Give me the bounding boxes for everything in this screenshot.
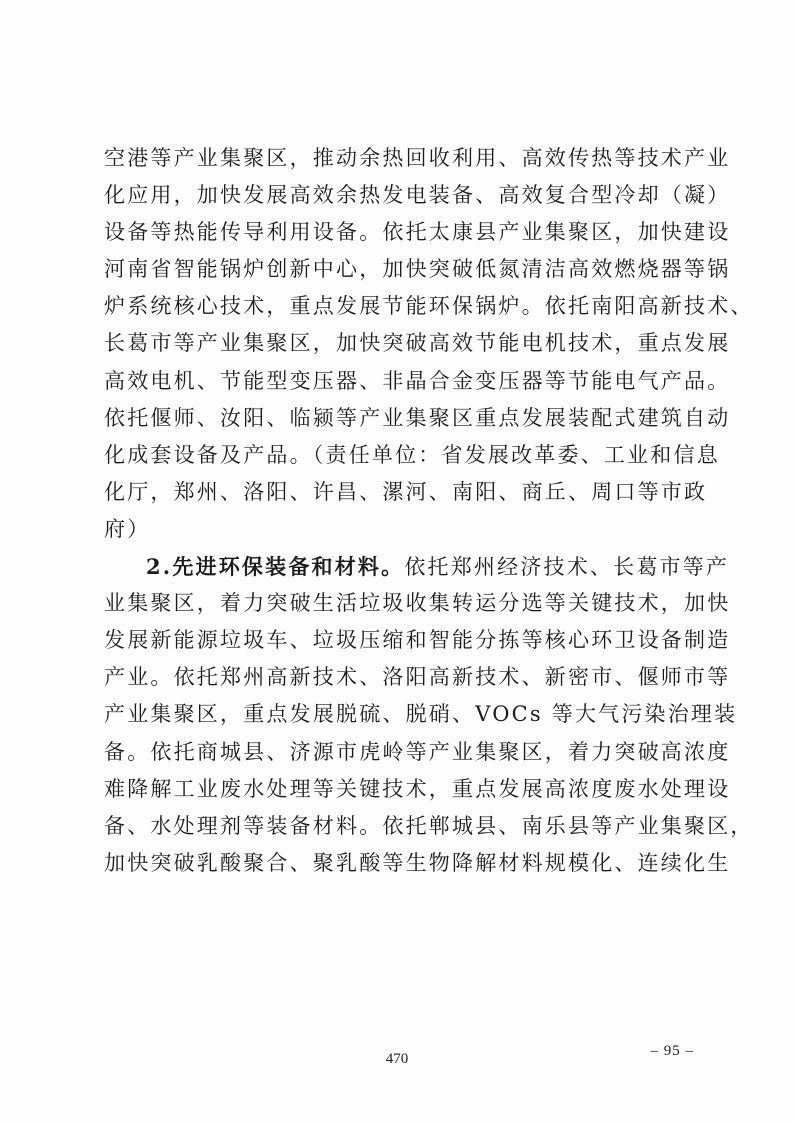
paragraph-line: 依托偃师、汝阳、临颍等产业集聚区重点发展装配式建筑自动 [104,405,731,430]
body-text [104,140,754,882]
paragraph-line: 备。依托商城县、济源市虎岭等产业集聚区，着力突破高浓度 [104,739,731,764]
page-number: – 95 – [650,1043,694,1059]
paragraph-line: 空港等产业集聚区，推动余热回收利用、高效传热等技术产业 [104,146,731,170]
paragraph-line: 产业。依托郑州高新技术、洛阳高新技术、新密市、偃师市等 [104,665,731,690]
paragraph-line: 业集聚区，着力突破生活垃圾收集转运分选等关键技术，加快 [104,591,731,616]
paragraph-line: 化成套设备及产品。（责任单位：省发展改革委、工业和信息 [104,442,720,467]
section-2-first-line [104,548,730,585]
paragraph-line: 化应用，加快发展高效余热发电装备、高效复合型冷却（凝） [104,183,731,208]
paragraph-line: 河南省智能锅炉创新中心，加快突破低氮清洁高效燃烧器等锅 [104,257,731,282]
paragraph-line: 加快突破乳酸聚合、聚乳酸等生物降解材料规模化、连续化生 [104,850,731,875]
paragraph-line: 长葛市等产业集聚区，加快突破高效节能电机技术，重点发展 [104,331,731,356]
paragraph-line: 府） [104,516,151,541]
paragraph-line: 炉系统核心技术，重点发展节能环保锅炉。依托南阳高新技术、 [104,294,754,319]
section-2-heading: 2.先进环保装备和材料。 [146,554,405,580]
section-2-first-line-text: 依托郑州经济技术、长葛市等产 [404,555,730,580]
paragraph-line: 化厅，郑州、洛阳、许昌、漯河、南阳、商丘、周口等市政 [104,479,708,504]
paragraph-line: 高效电机、节能型变压器、非晶合金变压器等节能电气产品。 [104,368,731,393]
paragraph-line: 发展新能源垃圾车、垃圾压缩和智能分拣等核心环卫设备制造 [104,628,731,653]
paragraph-line: 设备等热能传导利用设备。依托太康县产业集聚区，加快建设 [104,220,731,245]
paragraph-line: 难降解工业废水处理等关键技术，重点发展高浓度废水处理设 [104,776,731,801]
paragraph-line: 产业集聚区，重点发展脱硫、脱硝、VOCs 等大气污染治理装 [104,702,738,727]
paragraph-line: 备、水处理剂等装备材料。依托郸城县、南乐县等产业集聚区， [104,813,754,838]
page-code: 470 [385,1051,409,1067]
